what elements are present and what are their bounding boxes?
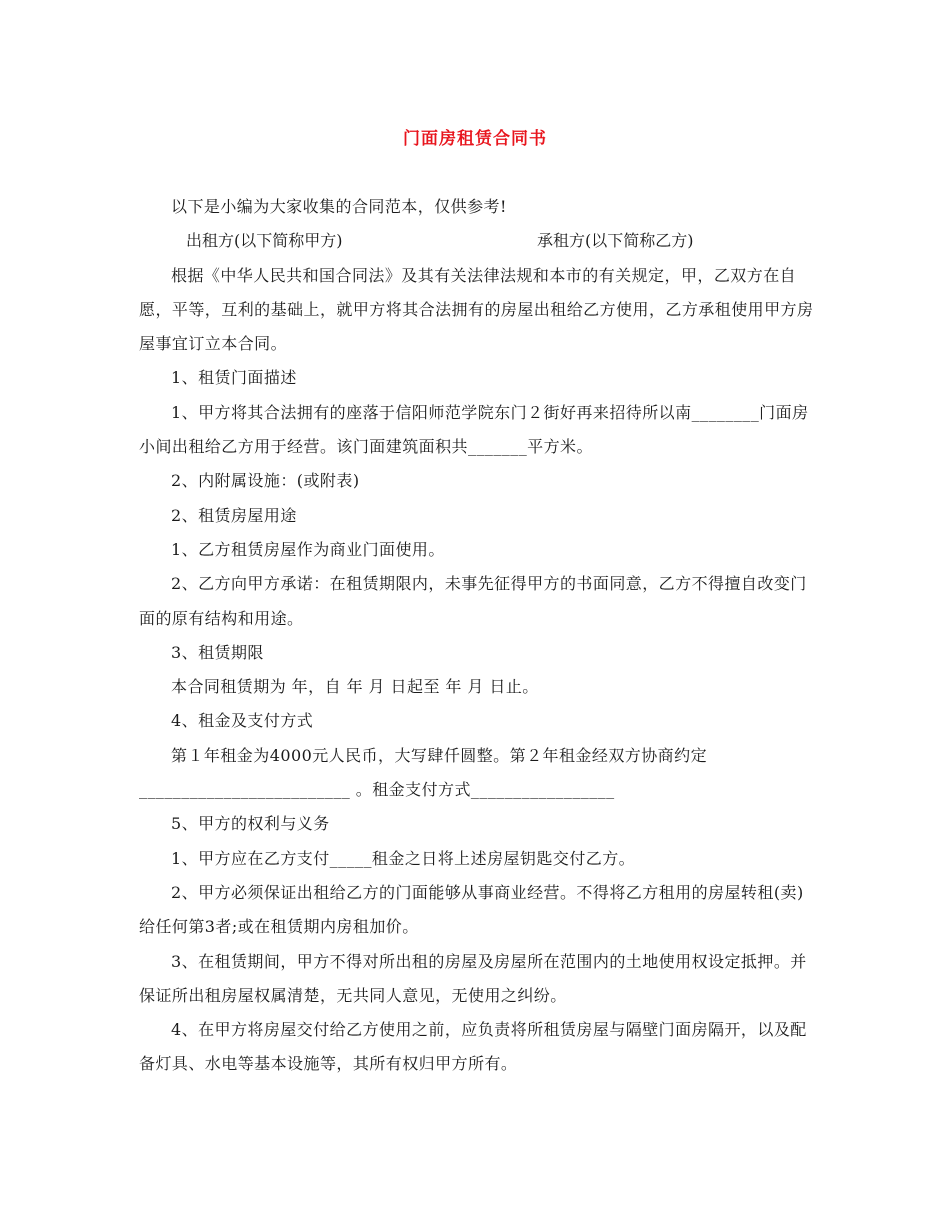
clause-paragraph: 2、乙方向甲方承诺：在租赁期限内，未事先征得甲方的书面同意，乙方不得擅自改变门面的原有结构和用途。 (139, 574, 807, 628)
clause-paragraph: 1、甲方应在乙方支付_____租金之日将上述房屋钥匙交付乙方。 (171, 848, 636, 868)
clause-paragraph: 本合同租赁期为 年，自 年 月 日起至 年 月 日止。 (171, 677, 539, 697)
contract-title: 门面房租赁合同书 (403, 129, 547, 149)
clause-paragraph: 第１年租金为4000元人民币，大写肆仟圆整。第２年租金经双方协商约定_________________________ 。租金支付方式_________________ (139, 745, 708, 800)
section-heading: 2、租赁房屋用途 (171, 505, 297, 525)
section-heading: 4、租金及支付方式 (171, 711, 314, 731)
clause-paragraph: 1、甲方将其合法拥有的座落于信阳师范学院东门２街好再来招待所以南________门面房小间出租给乙方用于经营。该门面建筑面积共_______平方米。 (139, 402, 809, 457)
section-heading: 3、租赁期限 (171, 642, 264, 662)
section-heading: 1、租赁门面描述 (171, 368, 297, 388)
lessor-label: 出租方(以下简称甲方) (186, 231, 343, 251)
section-heading: 5、甲方的权利与义务 (171, 814, 330, 834)
intro-line: 以下是小编为大家收集的合同范本，仅供参考! (171, 197, 507, 216)
clause-paragraph: 4、在甲方将房屋交付给乙方使用之前，应负责将所租赁房屋与隔壁门面房隔开，以及配备灯具、水电等基本设施等，其所有权归甲方所有。 (139, 1020, 807, 1074)
lessee-label: 承租方(以下简称乙方) (537, 231, 694, 251)
contract-body (139, 190, 819, 1082)
parties-line (139, 224, 819, 258)
clause-paragraph: 1、乙方租赁房屋作为商业门面使用。 (171, 539, 445, 559)
clause-paragraph: 2、内附属设施：(或附表) (171, 471, 360, 491)
clause-paragraph: 2、甲方必须保证出租给乙方的门面能够从事商业经营。不得将乙方租用的房屋转租(卖)给任何第3者;或在租赁期内房租加价。 (139, 882, 804, 937)
clause-paragraph: 3、在租赁期间，甲方不得对所出租的房屋及房屋所在范围内的土地使用权设定抵押。并保证所出租房屋权属清楚，无共同人意见，无使用之纠纷。 (139, 951, 807, 1005)
preamble-paragraph: 根据《中华人民共和国合同法》及其有关法律法规和本市的有关规定，甲，乙双方在自愿，平等，互利的基础上，就甲方将其合法拥有的房屋出租给乙方使用，乙方承租使用甲方房屋事宜订立本合同。 (139, 265, 814, 354)
